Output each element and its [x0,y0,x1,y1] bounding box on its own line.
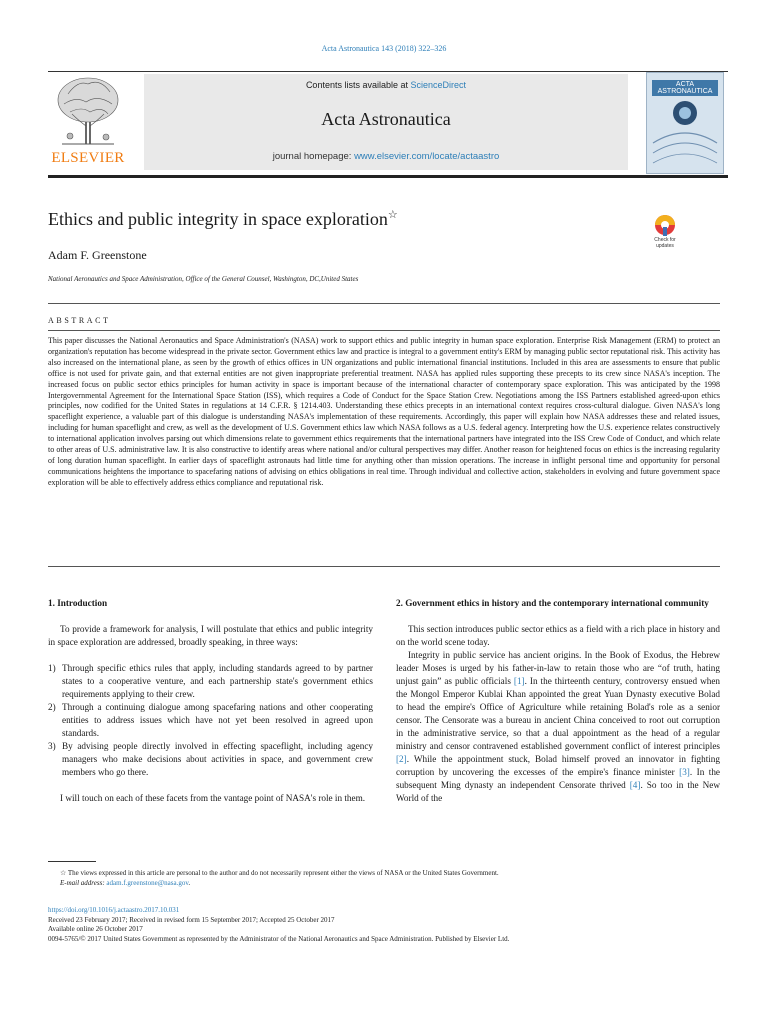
list-item-text: Through a continuing dialogue among spacefaring nations and other cooperating entities to address issues which have not yet been resolved in agreed upon standards. [62,702,373,738]
text-run: Integrity in public service has ancient origins. In the Book of Exodus, the Hebrew leader Moses is urged by his father-in-law to retain those who are “of truth, hating unjust gain” as public officials [396,650,720,686]
email-label: E-mail address: [60,879,105,887]
list-item-text: By advising people directly involved in effecting spaceflight, including agency managers who make decisions about activities in space, and government crew members who go there. [62,741,373,777]
introduction-heading: 1. Introduction [48,598,108,608]
header-rule-bottom [48,175,728,178]
list-item-text: Through specific ethics rules that apply, including standards agreed to by partner states to a cooperative venture, and each partnership state's government ethics requirements applying to their crew. [62,663,373,699]
text-run: . In the subsequent Ming dynasty an independent Censorate thrived [396,767,720,790]
article-title-text: Ethics and public integrity in space exploration [48,209,388,229]
rule-below-abstract [48,566,720,567]
sciencedirect-link[interactable]: ScienceDirect [410,80,467,90]
footnote-rule [48,861,96,862]
section-2-heading: 2. Government ethics in history and the contemporary international community [396,598,709,608]
footnote-mark: ☆ [60,869,67,877]
available-online: Available online 26 October 2017 [48,925,143,933]
author-name: Adam F. Greenstone [48,248,147,262]
section-2 [396,597,720,805]
rule-above-abstract [48,303,720,304]
list-number: 3) [48,741,56,751]
footnote-text: The views expressed in this article are personal to the author and do not necessarily represent either the views of NASA or the United States Government. [67,869,499,877]
section-2-paragraph-1: This section introduces public sector ethics as a field with a rich place in history and on the world scene today. [396,624,720,647]
reference-link-3[interactable]: [3] [679,767,690,777]
journal-citation[interactable]: Acta Astronautica 143 (2018) 322–326 [321,44,447,53]
rule-below-abstract-heading [48,330,720,331]
text-run: . In the thirteenth century, controversy ensued when the Mongol Emperor Kublai Khan appointed the great Yuan Dynasty executive Bolad to head the empire's Office of Agriculture while retaining Bolad's role as a senior censor. The Censorate was a bureau in ancient China conceived to root out corruption in the administrative service, so that a dual appointment as the head of a regular ministry and censor contravened established government conflict of interest principles [396,676,720,751]
article-metadata [48,906,720,944]
contents-line [144,80,628,90]
text-run: . So too in the New World of the [396,780,720,803]
crossmark-label[interactable]: Check for updates [654,237,676,249]
reference-link-1[interactable]: [1] [513,676,525,686]
list-item [48,662,373,701]
contents-prefix: Contents lists available at [305,80,408,90]
footnote [60,868,720,888]
received-dates: Received 23 February 2017; Received in revised form 15 September 2017; Accepted 25 October 2017 [48,915,335,924]
elsevier-wordmark: ELSEVIER [51,150,125,166]
abstract-text: This paper discusses the National Aeronautics and Space Administration's (NASA) work to support ethics and public integrity in human space exploration. Enterprise Risk Management (ERM) to protect an organization's reputation has become widespread in the private sector. Government ethics law and practice is integral to a government entity's ERM by managing public sector reputational risk. This activity has also increased on the international plane, as seen by the growth of ethics offices in UN organizations and public international financial institutions. Included in this area are assessments to ensure that public office is not used for private gain, and that external entities are not given inappropriate preferential treatment. NASA has applied rules supporting these precepts to its crew since NASA's inception. The increased focus on public sector ethics principles for human activity in space is important because of the international character of contemporary space exploration. This was anticipated by the 1998 Intergovernmental Agreement for the International Space Station (ISS), which requires a Code of Conduct for the Space Station Crew. Negotiations among the ISS Partners established agreed-upon ethics principles, now codified for the United States in regulations at 14 C.F.R. § 1214.403. Understanding these ethics precepts in an international context requires cross-cultural dialogue. Given NASA's long spaceflight experience, a valuable part of this dialogue is understanding NASA's implementation of these requirements. Accordingly, this paper will explain how NASA addresses these and related issues, including for human spaceflight and crew, as well as the development of U.S. Government ethics law which NASA follows as a U.S. federal agency. Interpreting how the U.S. experience relates constructively to international application involves parsing out which dimensions relate to government ethics requirements that the international partners have integrated into the ISS Crew Code of Conduct, and which relate to other areas of U.S. administrative law. It is also constructive to identify areas where national and/or cultural perspectives may differ. Another reason for heightened focus on ethics is the increasing regularity of long duration human spaceflight. In earlier days of spaceflight astronauts had little time for anything other than mission operations. The increase in inflight personal time and opportunity for personal communications heightens the importance to spacefaring nations of advising on ethics obligations in real time. Through individual and collective action, stakeholders in evolving and future government space exploration will be able to effectively address ethics compliance and reputational risk. [48,336,720,487]
email-link[interactable]: adam.f.greenstone@nasa.gov [106,879,189,887]
author-affiliation: National Aeronautics and Space Administration, Office of the General Counsel, Washington, DC,United States [48,275,359,283]
list-number: 2) [48,702,56,712]
journal-title: Acta Astronautica [321,109,451,129]
homepage-label: journal homepage: [272,151,352,162]
intro-paragraph-1: To provide a framework for analysis, I will postulate that ethics and public integrity in space exploration are addressed, broadly speaking, in three ways: [48,624,373,647]
doi-link[interactable]: https://doi.org/10.1016/j.actaastro.2017.10.031 [48,906,180,914]
email-line [60,878,720,888]
article-title [48,208,398,230]
list-item [48,740,373,779]
intro-paragraph-2: I will touch on each of these facets from the vantage point of NASA's role in them. [60,793,366,803]
list-item [48,701,373,740]
introduction-section [48,597,373,805]
footnote-line [60,868,720,878]
title-footnote-mark[interactable]: ☆ [387,209,398,221]
homepage-link[interactable]: www.elsevier.com/locate/actaastro [354,151,500,162]
cover-title: ACTA ASTRONAUTICA [652,80,718,96]
reference-link-2[interactable]: [2] [396,754,407,764]
email-end: . [188,879,191,887]
copyright-line: 0094-5765/© 2017 United States Government as represented by the Administrator of the National Aeronautics and Space Administration. Published by Elsevier Ltd. [48,934,510,943]
list-number: 1) [48,663,56,673]
journal-homepage [144,151,628,162]
reference-link-4[interactable]: [4] [629,780,641,790]
intro-list [48,662,373,779]
abstract-heading: ABSTRACT [48,316,111,325]
text-run: . While the appointment stuck, Bolad himself proved an innovator in fighting corruption by uncovering the excesses of the empire's finance minister [396,754,720,777]
section-2-paragraph-2 [396,649,720,805]
header-rule-top [48,71,728,72]
